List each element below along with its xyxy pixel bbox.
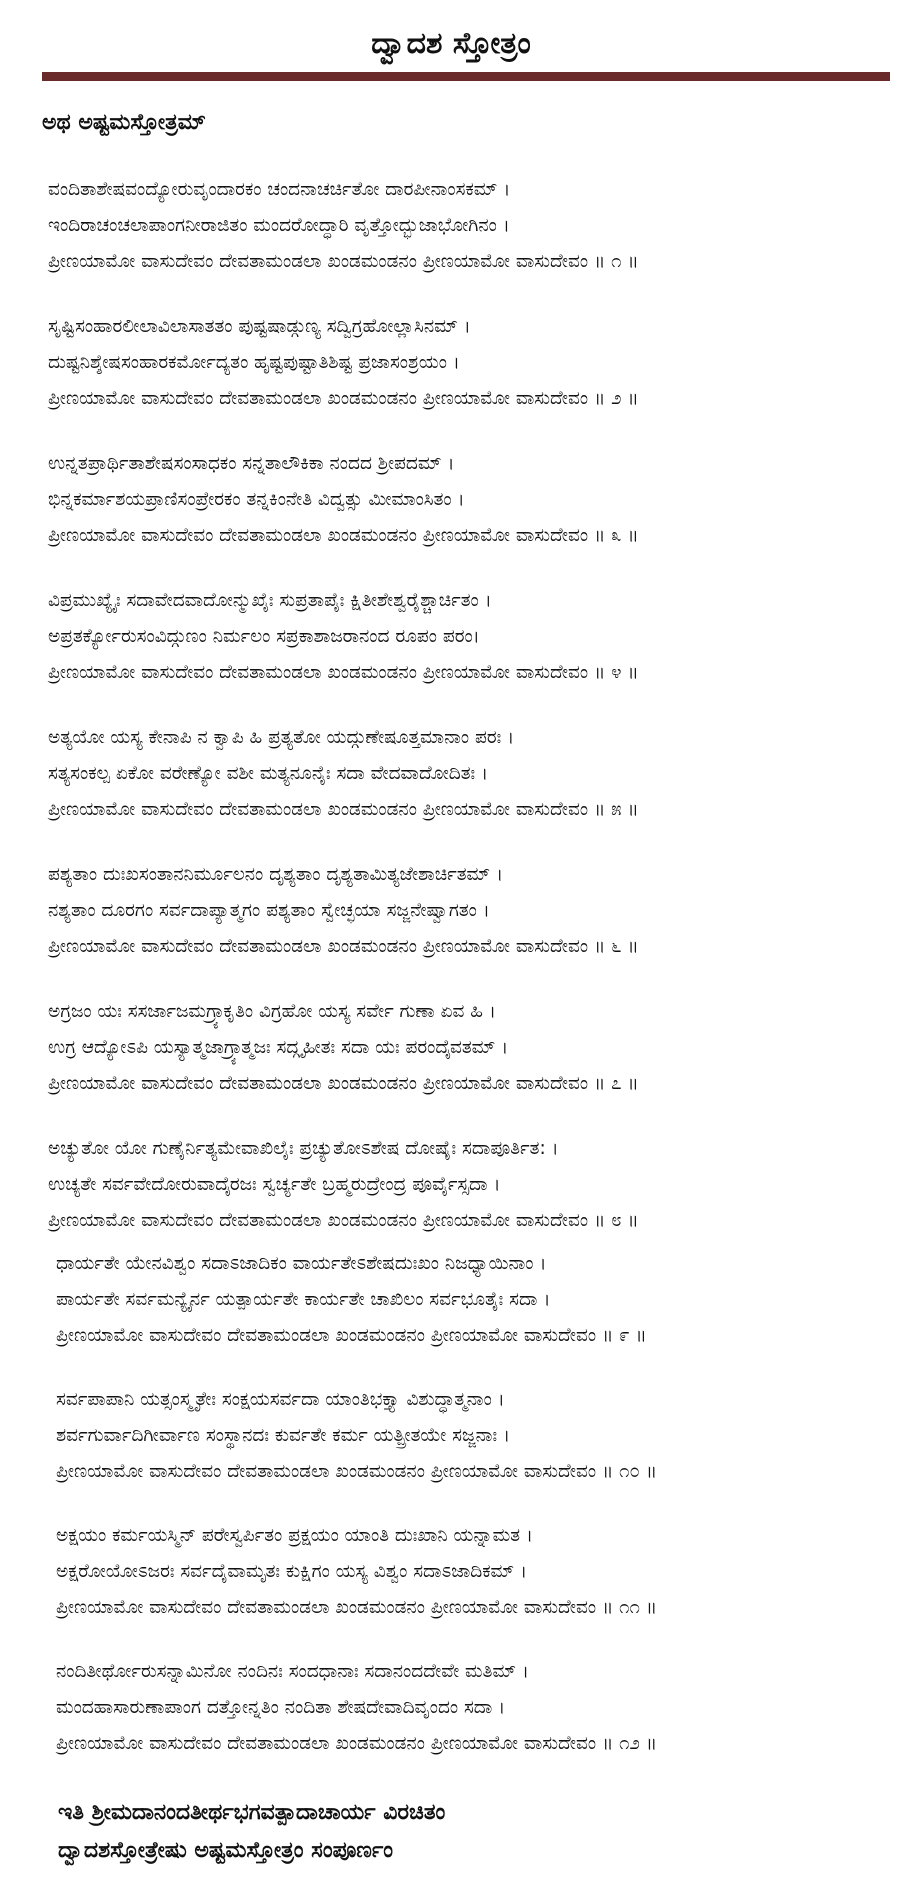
verse-line: ಅತ್ಯಯೋ ಯಸ್ಯ ಕೇನಾಪಿ ನ ಕ್ವಾಪಿ ಹಿ ಪ್ರತ್ಯತೋ ಯದ್ಗುಣೇಷೂತ್ತಮಾನಾಂ ಪರಃ । <box>48 727 515 748</box>
verse-2 <box>48 309 639 417</box>
verse-5 <box>48 720 639 828</box>
verse-line: ಸತ್ಯಸಂಕಲ್ಪ ಏಕೋ ವರೇಣ್ಯೋ ವಶೀ ಮತ್ಯನೂನೈಃ ಸದಾ ವೇದವಾದೋದಿತಃ । <box>48 763 489 784</box>
verse-line: ಸರ್ವಪಾಪಾನಿ ಯತ್ಸಂಸ್ಮೃತೇಃ ಸಂಕ್ಷಯಸರ್ವದಾ ಯಾಂತಿಭಕ್ತ್ಯಾ ವಿಶುದ್ಧಾತ್ಮನಾಂ । <box>56 1389 505 1410</box>
verse-line: ಅಪ್ರತರ್ಕ್ಯೋರುಸಂವಿದ್ಗುಣಂ ನಿರ್ಮಲಂ ಸಪ್ರಕಾಶಾಜರಾನಂದ ರೂಪಂ ಪರಂ। <box>48 626 480 647</box>
verse-line: ದುಷ್ಟನಿಶ್ಶೇಷಸಂಹಾರಕರ್ಮೋದ್ಯತಂ ಹೃಷ್ಟಪುಷ್ಟಾತಿಶಿಷ್ಟ ಪ್ರಜಾಸಂಶ್ರಯಂ । <box>48 352 460 373</box>
verse-line: ಉಚ್ಯತೇ ಸರ್ವವೇದೋರುವಾದೈರಜಃ ಸ್ವರ್ಚ್ಯತೇ ಬ್ರಹ್ಮರುದ್ರೇಂದ್ರ ಪೂರ್ವೈಸ್ಸದಾ । <box>48 1174 501 1195</box>
verse-line: ವಿಪ್ರಮುಖ್ಯೈಃ ಸದಾವೇದವಾದೋನ್ಮುಖೈಃ ಸುಪ್ರತಾಪೈಃ ಕ್ಷಿತೀಶೇಶ್ವರೈಶ್ಚಾರ್ಚಿತಂ । <box>48 590 492 611</box>
verse-line: ಪಶ್ಯತಾಂ ದುಃಖಸಂತಾನನಿರ್ಮೂಲನಂ ದೃಶ್ಯತಾಂ ದೃಶ್ಯತಾಮಿತ್ಯಜೇಶಾರ್ಚಿತಮ್ । <box>48 864 504 885</box>
verse-6 <box>48 857 639 965</box>
verse-refrain: ಪ್ರೀಣಯಾಮೋ ವಾಸುದೇವಂ ದೇವತಾಮಂಡಲಾ ಖಂಡಮಂಡನಂ ಪ್ರೀಣಯಾಮೋ ವಾಸುದೇವಂ ॥ ೭ ॥ <box>48 1073 639 1094</box>
verse-line: ಮಂದಹಾಸಾರುಣಾಪಾಂಗ ದತ್ತೋನ್ನತಿಂ ನಂದಿತಾ ಶೇಷದೇವಾದಿವೃಂದಂ ಸದಾ । <box>56 1697 506 1718</box>
verse-4 <box>48 583 639 691</box>
verse-refrain: ಪ್ರೀಣಯಾಮೋ ವಾಸುದೇವಂ ದೇವತಾಮಂಡಲಾ ಖಂಡಮಂಡನಂ ಪ್ರೀಣಯಾಮೋ ವಾಸುದೇವಂ ॥ ೧೦ ॥ <box>56 1461 657 1482</box>
verse-refrain: ಪ್ರೀಣಯಾಮೋ ವಾಸುದೇವಂ ದೇವತಾಮಂಡಲಾ ಖಂಡಮಂಡನಂ ಪ್ರೀಣಯಾಮೋ ವಾಸುದೇವಂ ॥ ೬ ॥ <box>48 936 639 957</box>
verse-line: ಪಾರ್ಯತೇ ಸರ್ವಮನ್ಯೈರ್ನ ಯತ್ಪಾರ್ಯತೇ ಕಾರ್ಯತೇ ಚಾಖಿಲಂ ಸರ್ವಭೂತೈಃ ಸದಾ । <box>56 1289 551 1310</box>
verse-11 <box>56 1518 657 1626</box>
verse-12 <box>56 1654 657 1762</box>
verse-refrain: ಪ್ರೀಣಯಾಮೋ ವಾಸುದೇವಂ ದೇವತಾಮಂಡಲಾ ಖಂಡಮಂಡನಂ ಪ್ರೀಣಯಾಮೋ ವಾಸುದೇವಂ ॥ ೪ ॥ <box>48 662 639 683</box>
verse-line: ಭಿನ್ನಕರ್ಮಾಶಯಪ್ರಾಣಿಸಂಪ್ರೇರಕಂ ತನ್ನಕಿಂನೇತಿ ವಿದ್ವತ್ಸು ಮೀಮಾಂಸಿತಂ । <box>48 489 465 510</box>
section-heading: ಅಥ ಅಷ್ಟಮಸ್ತೋತ್ರಮ್ <box>42 110 206 135</box>
colophon-line: ಇತಿ ಶ್ರೀಮದಾನಂದತೀರ್ಥಭಗವತ್ಪಾದಾಚಾರ್ಯ ವಿರಚಿತಂ <box>58 1800 446 1825</box>
verse-line: ಅಗ್ರಜಂ ಯಃ ಸಸರ್ಜಾಜಮಗ್ರ್ಯಾಕೃತಿಂ ವಿಗ್ರಹೋ ಯಸ್ಯ ಸರ್ವೇ ಗುಣಾ ಏವ ಹಿ । <box>48 1001 496 1022</box>
page-title: ದ್ವಾದಶ ಸ್ತೋತ್ರಂ <box>371 26 531 61</box>
verse-line: ಧಾರ್ಯತೇ ಯೇನವಿಶ್ವಂ ಸದಾಽಜಾದಿಕಂ ವಾರ್ಯತೇಽಶೇಷದುಃಖಂ ನಿಜಧ್ಯಾಯಿನಾಂ । <box>56 1253 547 1274</box>
verse-line: ಅಕ್ಷರೋಯೋಽಜರಃ ಸರ್ವದೈವಾಮೃತಃ ಕುಕ್ಷಿಗಂ ಯಸ್ಯ ವಿಶ್ವಂ ಸದಾಽಜಾದಿಕಮ್ । <box>56 1561 528 1582</box>
verse-refrain: ಪ್ರೀಣಯಾಮೋ ವಾಸುದೇವಂ ದೇವತಾಮಂಡಲಾ ಖಂಡಮಂಡನಂ ಪ್ರೀಣಯಾಮೋ ವಾಸುದೇವಂ ॥ ೫ ॥ <box>48 799 639 820</box>
verse-refrain: ಪ್ರೀಣಯಾಮೋ ವಾಸುದೇವಂ ದೇವತಾಮಂಡಲಾ ಖಂಡಮಂಡನಂ ಪ್ರೀಣಯಾಮೋ ವಾಸುದೇವಂ ॥ ೧ ॥ <box>48 251 639 272</box>
verse-refrain: ಪ್ರೀಣಯಾಮೋ ವಾಸುದೇವಂ ದೇವತಾಮಂಡಲಾ ಖಂಡಮಂಡನಂ ಪ್ರೀಣಯಾಮೋ ವಾಸುದೇವಂ ॥ ೨ ॥ <box>48 388 639 409</box>
verse-1 <box>48 172 639 280</box>
verse-10 <box>56 1382 657 1490</box>
verse-line: ಉನ್ನತಪ್ರಾರ್ಥಿತಾಶೇಷಸಂಸಾಧಕಂ ಸನ್ನತಾಲೌಕಿಕಾ ನಂದದ ಶ್ರೀಪದಮ್ । <box>48 453 455 474</box>
verse-refrain: ಪ್ರೀಣಯಾಮೋ ವಾಸುದೇವಂ ದೇವತಾಮಂಡಲಾ ಖಂಡಮಂಡನಂ ಪ್ರೀಣಯಾಮೋ ವಾಸುದೇವಂ ॥ ೧೨ ॥ <box>56 1733 657 1754</box>
verse-3 <box>48 446 639 554</box>
verse-line: ಸೃಷ್ಟಿಸಂಹಾರಲೀಲಾವಿಲಾಸಾತತಂ ಪುಷ್ಟಷಾಡ್ಗುಣ್ಯ ಸದ್ವಿಗ್ರಹೋಲ್ಲಾಸಿನಮ್ । <box>48 316 471 337</box>
colophon <box>58 1794 445 1870</box>
verse-9 <box>56 1246 647 1354</box>
colophon-line: ದ್ವಾದಶಸ್ತೋತ್ರೇಷು ಅಷ್ಟಮಸ್ತೋತ್ರಂ ಸಂಪೂರ್ಣಂ <box>58 1838 394 1863</box>
verse-refrain: ಪ್ರೀಣಯಾಮೋ ವಾಸುದೇವಂ ದೇವತಾಮಂಡಲಾ ಖಂಡಮಂಡನಂ ಪ್ರೀಣಯಾಮೋ ವಾಸುದೇವಂ ॥ ೩ ॥ <box>48 525 639 546</box>
verse-line: ವಂದಿತಾಶೇಷವಂದ್ಯೋರುವೃಂದಾರಕಂ ಚಂದನಾಚರ್ಚಿತೋ ದಾರಪೀನಾಂಸಕಮ್ । <box>48 179 511 200</box>
verse-line: ಅಕ್ಷಯಂ ಕರ್ಮಯಸ್ಮಿನ್ ಪರೇಸ್ವರ್ಪಿತಂ ಪ್ರಕ್ಷಯಂ ಯಾಂತಿ ದುಃಖಾನಿ ಯನ್ನಾಮತ । <box>56 1525 533 1546</box>
verse-line: ನಶ್ಯತಾಂ ದೂರಗಂ ಸರ್ವದಾಪ್ಯಾತ್ಮಗಂ ಪಶ್ಯತಾಂ ಸ್ವೇಚ್ಛಯಾ ಸಜ್ಜನೇಷ್ವಾಗತಂ । <box>48 900 490 921</box>
verse-refrain: ಪ್ರೀಣಯಾಮೋ ವಾಸುದೇವಂ ದೇವತಾಮಂಡಲಾ ಖಂಡಮಂಡನಂ ಪ್ರೀಣಯಾಮೋ ವಾಸುದೇವಂ ॥ ೧೧ ॥ <box>56 1597 657 1618</box>
verse-refrain: ಪ್ರೀಣಯಾಮೋ ವಾಸುದೇವಂ ದೇವತಾಮಂಡಲಾ ಖಂಡಮಂಡನಂ ಪ್ರೀಣಯಾಮೋ ವಾಸುದೇವಂ ॥ ೮ ॥ <box>48 1210 639 1231</box>
verse-line: ಇಂದಿರಾಚಂಚಲಾಪಾಂಗನೀರಾಜಿತಂ ಮಂದರೋದ್ಧಾರಿ ವೃತ್ತೋದ್ಭುಜಾಭೋಗಿನಂ । <box>48 215 510 236</box>
verse-line: ನಂದಿತೀರ್ಥೋರುಸನ್ನಾಮಿನೋ ನಂದಿನಃ ಸಂದಧಾನಾಃ ಸದಾನಂದದೇವೇ ಮತಿಮ್ । <box>56 1661 529 1682</box>
verse-7 <box>48 994 639 1102</box>
verse-line: ಉಗ್ರ ಆದ್ಯೋಽಪಿ ಯಸ್ಯಾತ್ಮಜಾಗ್ರ್ಯಾತ್ಮಜಃ ಸದ್ಗೃಹೀತಃ ಸದಾ ಯಃ ಪರಂದೈವತಮ್ । <box>48 1037 509 1058</box>
verse-8 <box>48 1131 639 1239</box>
verse-refrain: ಪ್ರೀಣಯಾಮೋ ವಾಸುದೇವಂ ದೇವತಾಮಂಡಲಾ ಖಂಡಮಂಡನಂ ಪ್ರೀಣಯಾಮೋ ವಾಸುದೇವಂ ॥ ೯ ॥ <box>56 1325 647 1346</box>
verse-line: ಅಚ್ಯುತೋ ಯೋ ಗುಣೈರ್ನಿತ್ಯಮೇವಾಖಿಲೈಃ ಪ್ರಚ್ಯುತೋಽಶೇಷ ದೋಷೈಃ ಸದಾಪೂರ್ತಿತ: । <box>48 1138 559 1159</box>
title-divider <box>42 72 890 81</box>
verse-line: ಶರ್ವಗುರ್ವಾದಿಗೀರ್ವಾಣ ಸಂಸ್ಥಾನದಃ ಕುರ್ವತೇ ಕರ್ಮ ಯತ್ಪ್ರೀತಯೇ ಸಜ್ಜನಾಃ । <box>56 1425 510 1446</box>
